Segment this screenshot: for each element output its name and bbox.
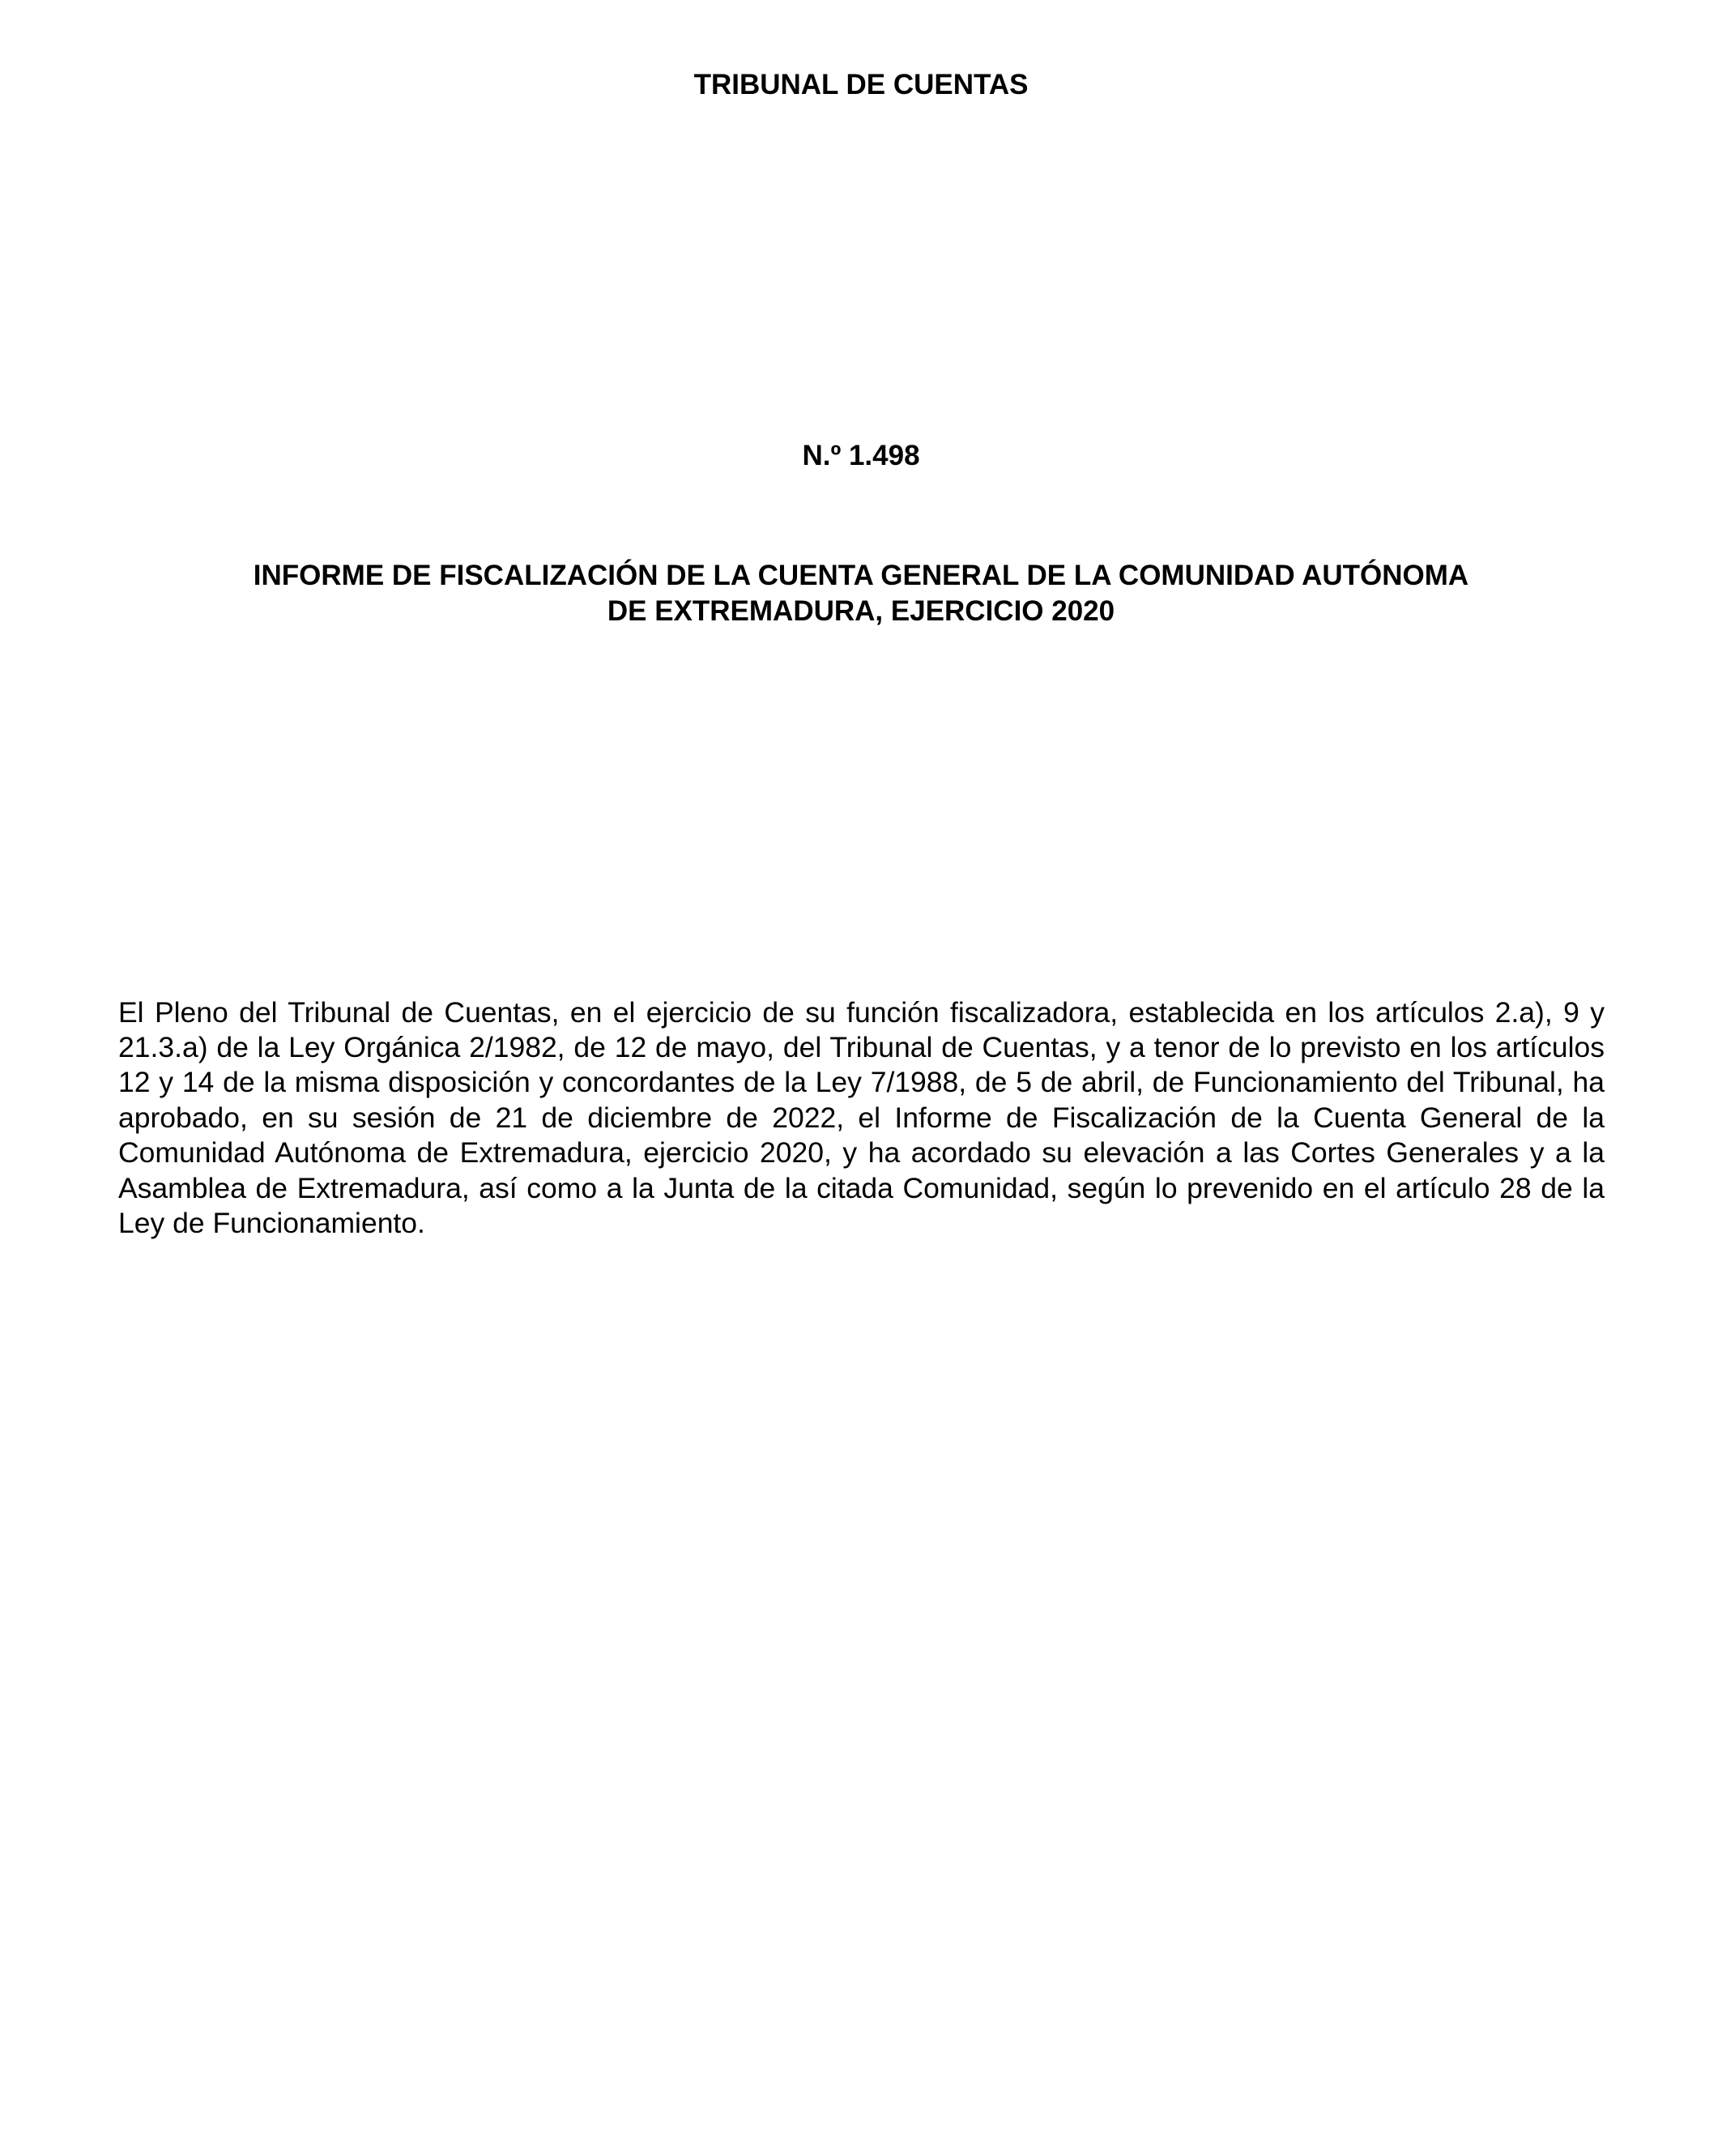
report-title-line-2: DE EXTREMADURA, EJERCICIO 2020 — [607, 595, 1115, 627]
report-title-line-1: INFORME DE FISCALIZACIÓN DE LA CUENTA GENERAL DE LA COMUNIDAD AUTÓNOMA — [253, 560, 1469, 591]
body-paragraph: El Pleno del Tribunal de Cuentas, en el ejercicio de su función fiscalizadora, establecida en los artículos 2.a), 9 y 21.3.a) de la Ley Orgánica 2/1982, de 12 de mayo, del Tribunal de Cuentas, y a tenor de lo previsto en los artículos 12 y 14 de la misma disposición y concordantes de la Ley 7/1988, de 5 de abril, de Funcionamiento del Tribunal, ha aprobado, en su sesión de 21 de diciembre de 2022, el Informe de Fiscalización de la Cuenta General de la Comunidad Autónoma de Extremadura, ejercicio 2020, y ha acordado su elevación a las Cortes Generales y a la Asamblea de Extremadura, así como a la Junta de la citada Comunidad, según lo prevenido en el artículo 28 de la Ley de Funcionamiento. — [118, 995, 1605, 1239]
report-number: N.º 1.498 — [802, 440, 920, 471]
institution-header: TRIBUNAL DE CUENTAS — [693, 69, 1029, 100]
report-title — [121, 558, 1601, 629]
